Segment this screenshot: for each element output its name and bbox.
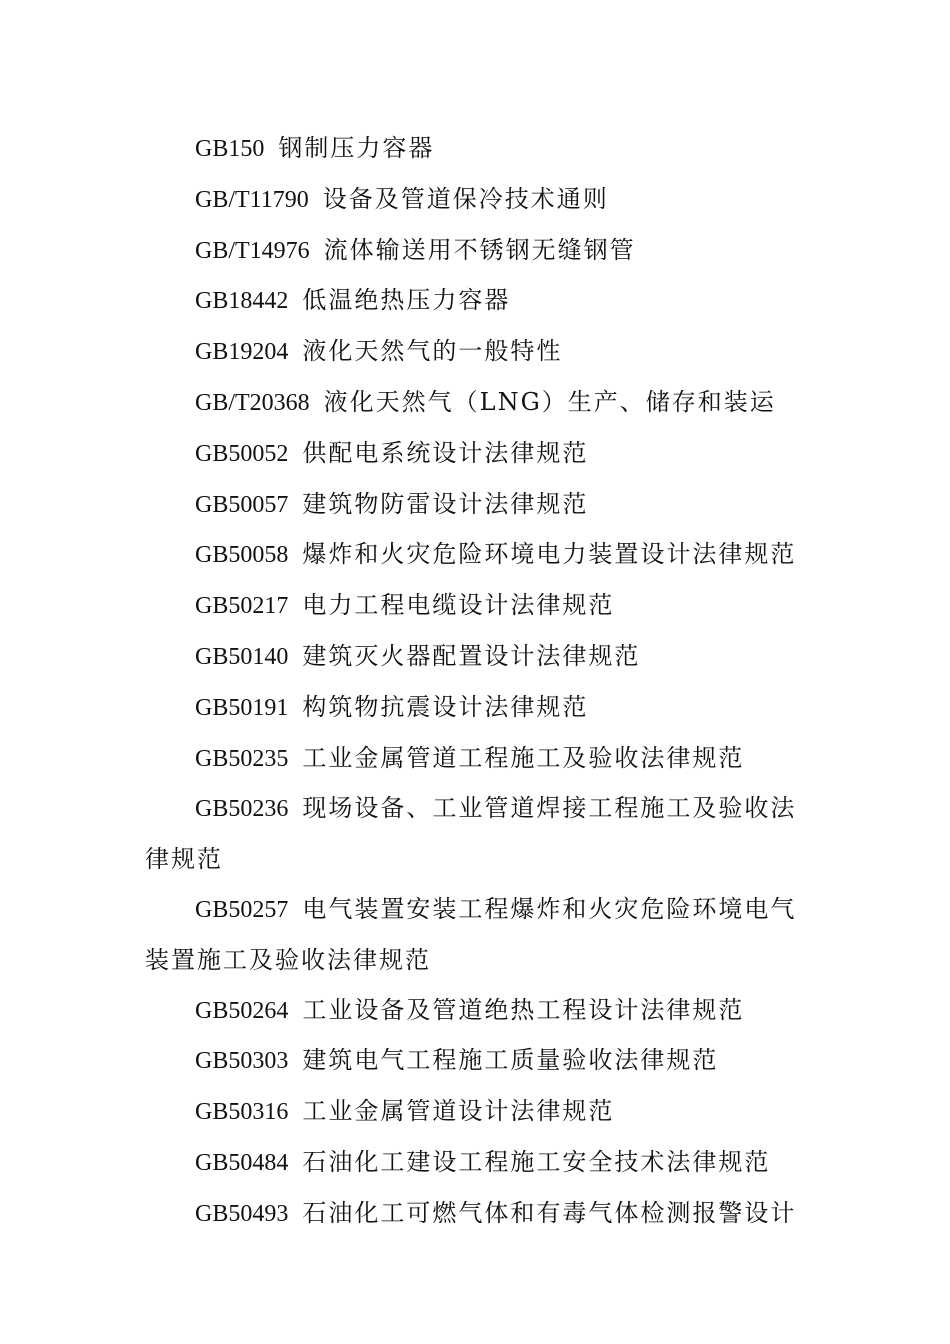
standard-code: GB/T20368: [195, 389, 310, 416]
list-item: [145, 226, 810, 277]
standard-title: 爆炸和火灾危险环境电力装置设计法律规范: [302, 540, 797, 569]
list-item: [145, 885, 810, 986]
standard-title: 工业金属管道设计法律规范: [302, 1097, 615, 1126]
standard-title: 石油化工建设工程施工安全技术法律规范: [302, 1147, 771, 1176]
standard-code: GB150: [195, 136, 265, 162]
standard-code: GB50140: [195, 643, 289, 670]
list-item: [145, 1189, 810, 1240]
standard-title: 流体输送用不锈钢无缝钢管: [323, 235, 636, 264]
standard-code: GB50057: [195, 491, 289, 518]
standard-code: GB18442: [195, 288, 289, 315]
list-item: [145, 632, 810, 683]
standard-title: 建筑物防雷设计法律规范: [302, 489, 589, 518]
standard-title: 建筑电气工程施工质量验收法律规范: [302, 1046, 719, 1075]
standard-title: 电力工程电缆设计法律规范: [302, 591, 615, 620]
standard-code: GB50235: [195, 745, 289, 772]
standard-code: GB50257: [195, 896, 289, 923]
standard-title: 工业金属管道工程施工及验收法律规范: [302, 743, 745, 772]
standard-title: 工业设备及管道绝热工程设计法律规范: [302, 995, 745, 1024]
standard-code: GB50264: [195, 997, 289, 1024]
list-item: [145, 378, 810, 429]
list-item: [145, 327, 810, 378]
standard-title: 电气装置安装工程爆炸和火灾危险环境电气装置施工及验收法律规范: [145, 894, 797, 974]
standards-list: [145, 124, 810, 1240]
standard-code: GB50484: [195, 1149, 289, 1176]
list-item: [145, 734, 810, 785]
standard-code: GB50058: [195, 542, 289, 569]
standard-title: 构筑物抗震设计法律规范: [302, 692, 589, 721]
standard-title: 低温绝热压力容器: [302, 286, 511, 315]
standard-code: GB/T11790: [195, 186, 309, 213]
standard-code: GB19204: [195, 339, 289, 366]
standard-title: 液化天然气（LNG）生产、储存和装运: [323, 387, 776, 416]
standard-code: GB50217: [195, 593, 289, 620]
standard-code: GB50493: [195, 1200, 289, 1227]
list-item: [145, 480, 810, 531]
standard-title: 现场设备、工业管道焊接工程施工及验收法律规范: [145, 794, 797, 874]
list-item: [145, 276, 810, 327]
standard-code: GB50236: [195, 796, 289, 823]
standard-title: 建筑灭火器配置设计法律规范: [302, 641, 641, 670]
standard-code: GB50191: [195, 694, 289, 721]
list-item: [145, 683, 810, 734]
standard-title: 钢制压力容器: [278, 134, 435, 162]
list-item: [145, 581, 810, 632]
standard-title: 设备及管道保冷技术通则: [322, 184, 609, 213]
standard-code: GB/T14976: [195, 237, 310, 264]
standard-code: GB50316: [195, 1099, 289, 1126]
list-item: [145, 175, 810, 226]
standard-title: 石油化工可燃气体和有毒气体检测报警设计: [302, 1198, 797, 1227]
list-item: [145, 124, 810, 175]
standard-code: GB50052: [195, 440, 289, 467]
list-item: [145, 530, 810, 581]
list-item: [145, 784, 810, 885]
list-item: [145, 1138, 810, 1189]
list-item: [145, 429, 810, 480]
standard-title: 液化天然气的一般特性: [302, 337, 563, 366]
standard-title: 供配电系统设计法律规范: [302, 438, 589, 467]
list-item: [145, 986, 810, 1037]
list-item: [145, 1087, 810, 1138]
list-item: [145, 1036, 810, 1087]
standard-code: GB50303: [195, 1048, 289, 1075]
